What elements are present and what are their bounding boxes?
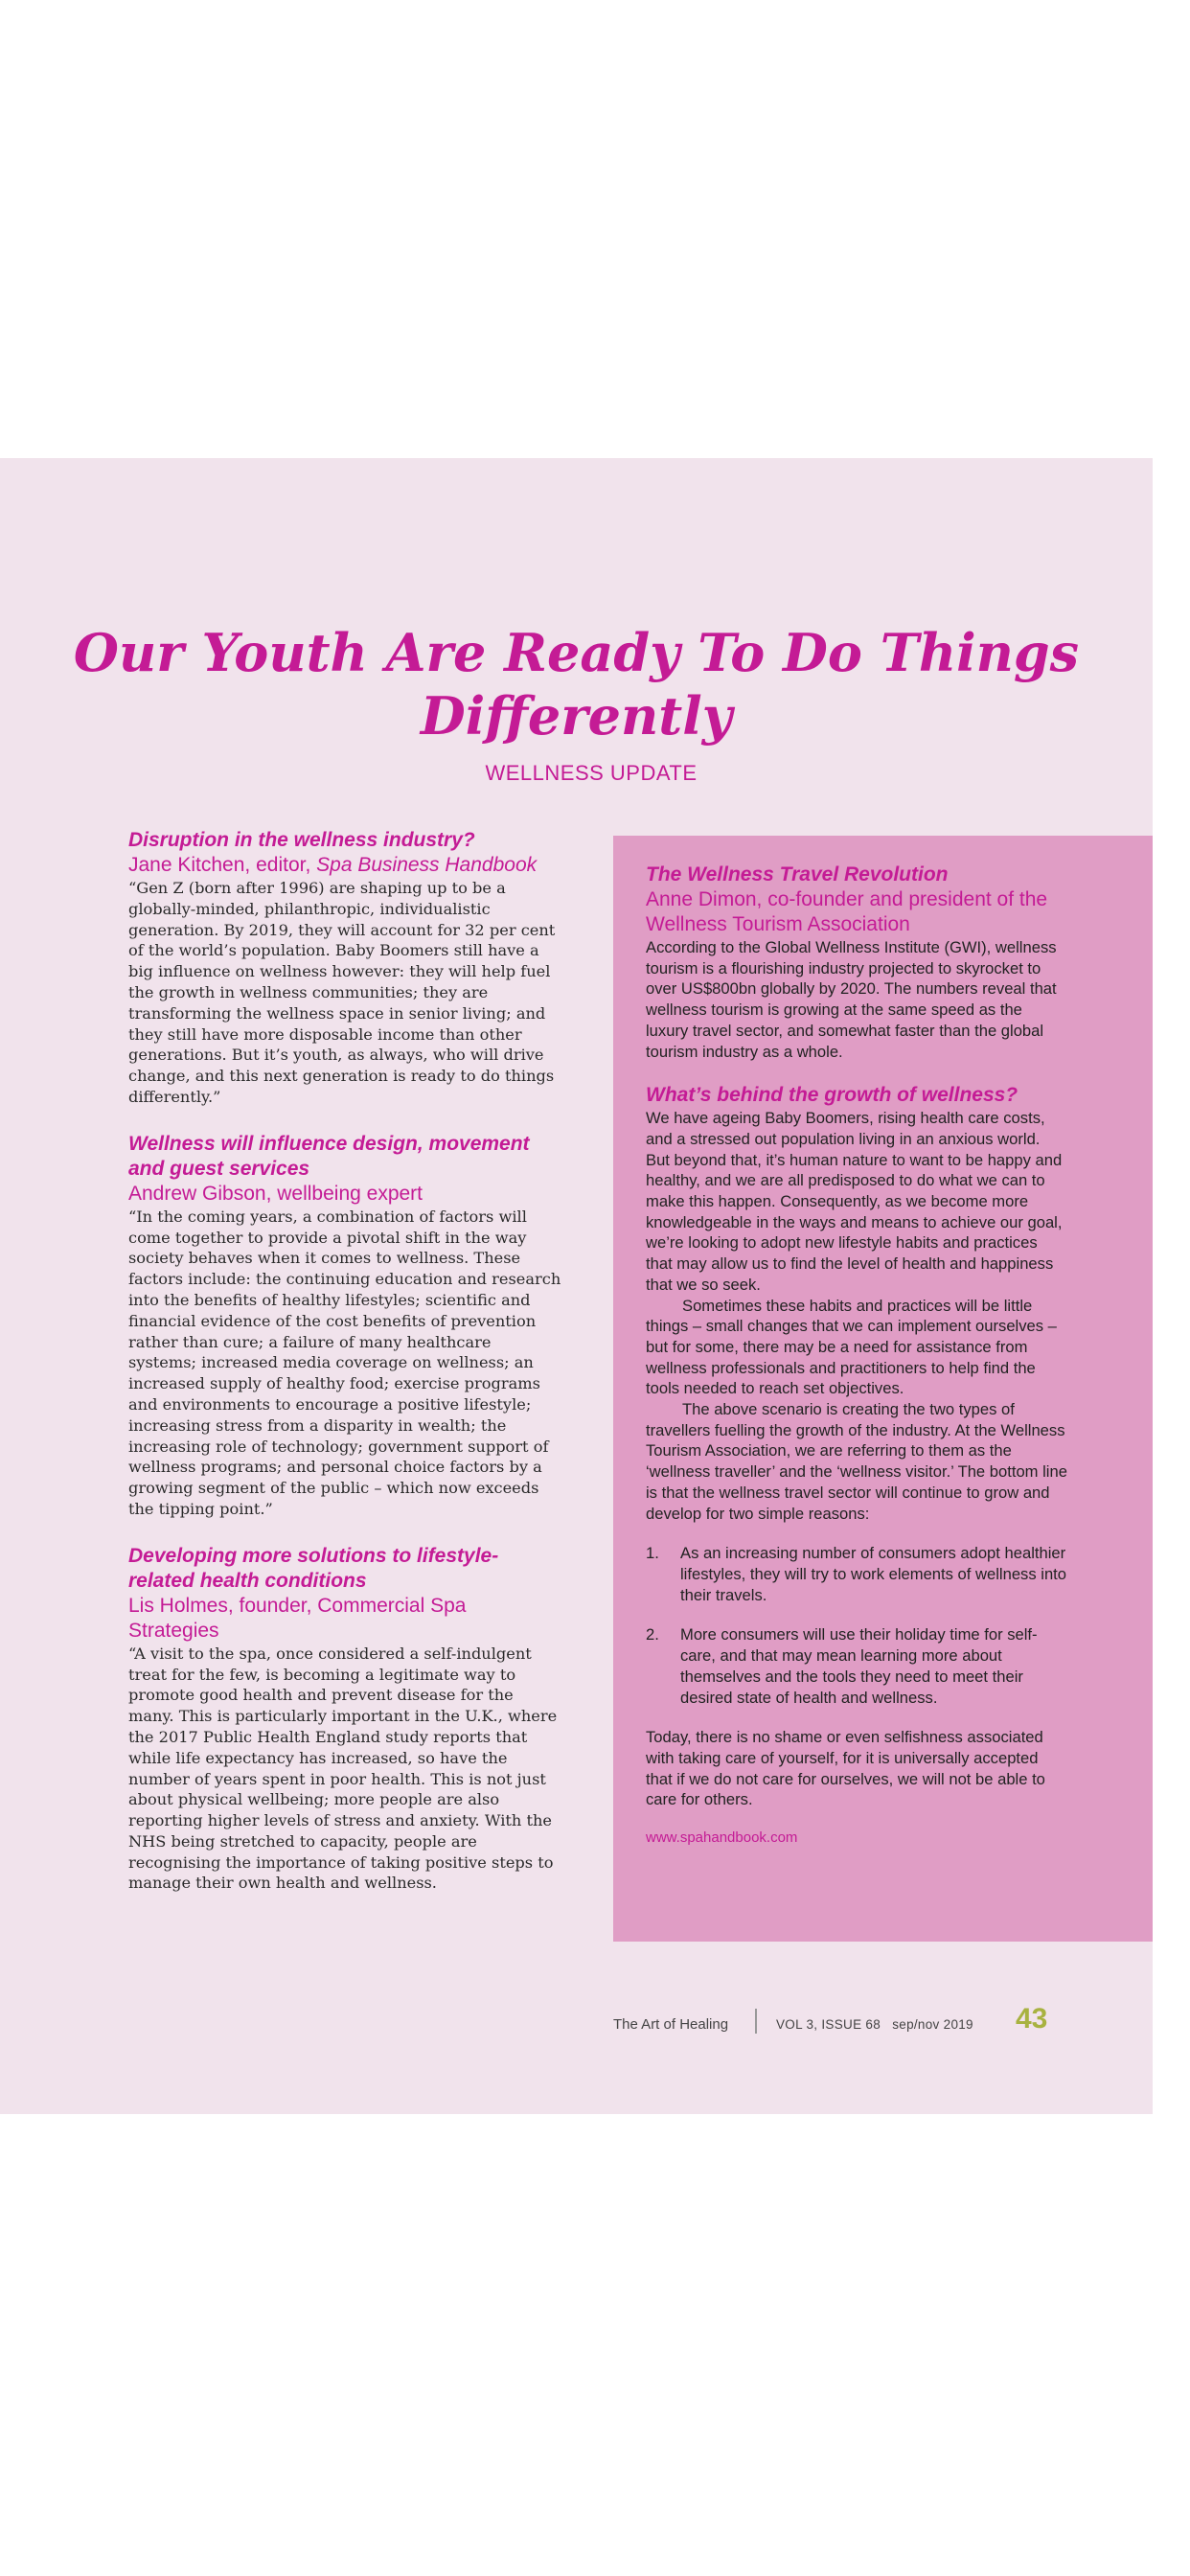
- sidebar-box: [613, 836, 1153, 1942]
- article-title: Our Youth Are Ready To Do Things Differently: [73, 622, 1080, 747]
- sidebar-paragraph: We have ageing Baby Boomers, rising health care costs, and a stressed out population living in an anxious world. But beyond that, it’s human nature to want to be happy and healthy, and we are all predisposed to do what we can to make this happen. Consequently, as we become more knowledgeable in the ways and means to achieve our goal, we’re looking to adopt new lifestyle habits and practices that may allow us to find the level of health and happiness that we so seek.: [646, 1109, 1063, 1294]
- list-item-number: 1.: [646, 1544, 659, 1563]
- list-item-text: More consumers will use their holiday time for self-care, and that may mean learning more about themselves and the tools they need to meet their desired state of health and wellness.: [680, 1625, 1038, 1707]
- sidebar-subheading: What’s behind the growth of wellness?: [646, 1084, 1018, 1107]
- website-link[interactable]: www.spahandbook.com: [646, 1829, 798, 1847]
- magazine-page: [0, 458, 1153, 2114]
- byline-publication: Spa Business Handbook: [316, 854, 538, 876]
- section-heading: Disruption in the wellness industry?: [128, 829, 475, 851]
- sidebar-content: [646, 862, 1067, 1846]
- section-byline: [128, 853, 561, 878]
- byline-name: Jane Kitchen, editor,: [128, 854, 317, 876]
- list-item-text: As an increasing number of consumers adopt healthier lifestyles, they will try to work elements of wellness into their travels.: [680, 1544, 1067, 1604]
- section-byline: Lis Holmes, founder, Commercial Spa Strategies: [128, 1594, 467, 1642]
- sidebar-byline: Anne Dimon, co-founder and president of the Wellness Tourism Association: [646, 888, 1048, 935]
- blank-top-area: [0, 0, 1190, 458]
- sidebar-paragraph: The above scenario is creating the two types of travellers fuelling the growth of the industry. At the Wellness Tourism Association, we are referring to them as the ‘wellness traveller’ and the ‘wellness visitor.’ The bottom line is that the wellness travel sector will continue to grow and develop for two simple reasons:: [646, 1400, 1067, 1523]
- sidebar-paragraph: According to the Global Wellness Institute (GWI), wellness tourism is a flourishing industry projected to skyrocket to over US$800bn globally by 2020. The numbers reveal that wellness tourism is growing at the same speed as the luxury travel sector, and somewhat faster than the global tourism industry as a whole.: [646, 938, 1057, 1061]
- sidebar-paragraph: Sometimes these habits and practices will be little things – small changes that we can implement ourselves – but for some, there may be a need for assistance from wellness professionals and practitioners to help find the tools needed to reach set objectives.: [646, 1296, 1057, 1398]
- sidebar-heading: The Wellness Travel Revolution: [646, 863, 949, 886]
- magazine-name: The Art of Healing: [613, 2016, 729, 2033]
- page-footer: [0, 2003, 1153, 2041]
- left-column: [128, 828, 561, 1894]
- section-body: “In the coming years, a combination of factors will come together to provide a pivotal shift in the way society behaves when it comes to wellness. These factors include: the continuing education and research into the benefits of healthy lifestyles; scientific and financial evidence of the cost benefits of prevention rather than cure; a failure of many healthcare systems; increased media coverage on wellness; an increased supply of healthy food; exercise programs and environments to encourage a positive lifestyle; increasing stress from a disparity in wealth; the increasing role of technology; government support of wellness programs; and personal choice factors by a growing segment of the public – which now exceeds the tipping point.”: [128, 1207, 561, 1518]
- page-number: 43: [1016, 2003, 1048, 2035]
- footer-divider: [755, 2009, 757, 2034]
- section-kicker: WELLNESS UPDATE: [485, 761, 698, 785]
- section-byline: Andrew Gibson, wellbeing expert: [128, 1182, 423, 1205]
- list-item: [646, 1624, 1067, 1708]
- list-item-number: 2.: [646, 1625, 659, 1644]
- section-body: “Gen Z (born after 1996) are shaping up to be a globally-minded, philanthropic, individualistic generation. By 2019, they will account for 32 per cent of the world’s population. Baby Boomers still have a big influence on wellness however: they will help fuel the growth in wellness communities; they are transforming the wellness space in senior living; and they still have more disposable income than other generations. But it’s youth, as always, who will drive change, and this next generation is ready to do things differently.”: [128, 879, 556, 1106]
- section-heading: Wellness will influence design, movement and guest services: [128, 1132, 530, 1180]
- reasons-list: [646, 1543, 1067, 1708]
- issue-info: VOL 3, ISSUE 68 sep/nov 2019: [776, 2017, 973, 2032]
- list-item: [646, 1543, 1067, 1605]
- section-heading: Developing more solutions to lifestyle-related health conditions: [128, 1544, 499, 1592]
- sidebar-paragraph: Today, there is no shame or even selfishness associated with taking care of yourself, for it is universally accepted that if we do not care for ourselves, we will not be able to care for others.: [646, 1728, 1045, 1809]
- section-body: “A visit to the spa, once considered a self-indulgent treat for the few, is becoming a legitimate way to promote good health and prevent disease for the many. This is particularly important in the U.K., where the 2017 Public Health England study reports that while life expectancy has increased, so have the number of years spent in poor health. This is not just about physical wellbeing; more people are also reporting higher levels of stress and anxiety. With the NHS being stretched to capacity, people are recognising the importance of taking positive steps to manage their own health and wellness.: [128, 1644, 558, 1893]
